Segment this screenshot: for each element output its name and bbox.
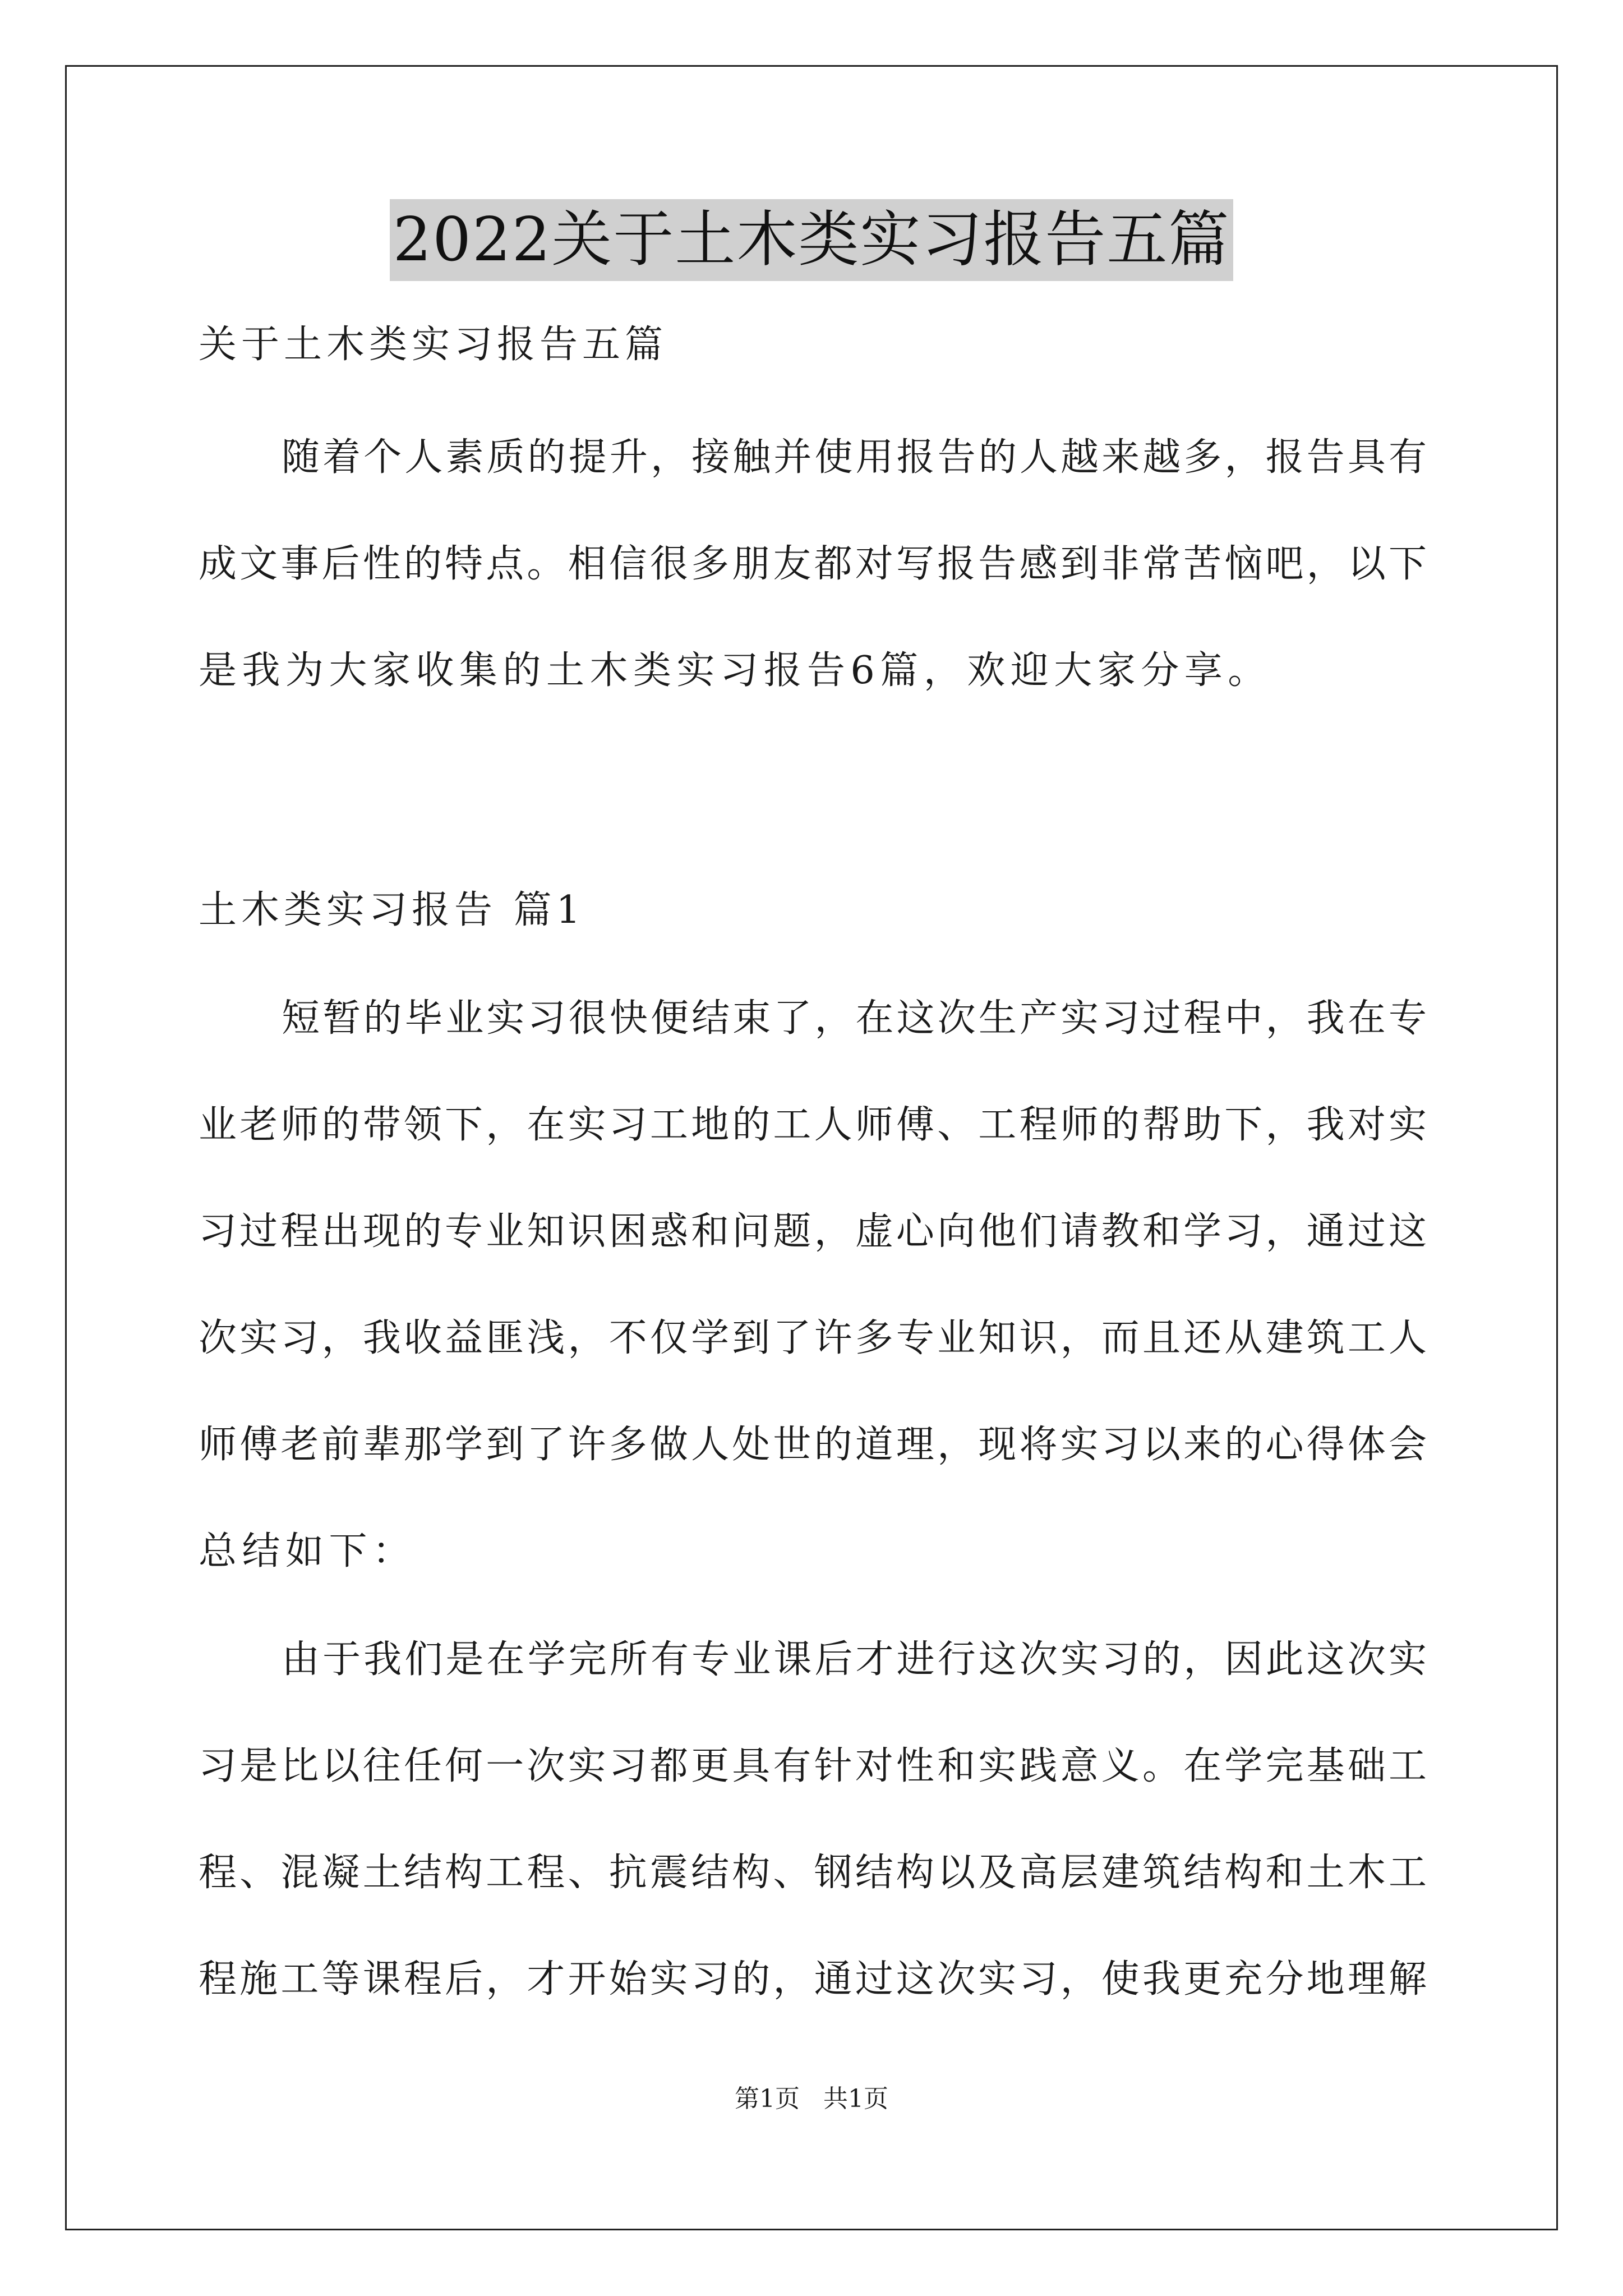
- section-heading: 土木类实习报告 篇1: [199, 888, 585, 932]
- paragraph-line: 短暂的毕业实习很快便结束了，在这次生产实习过程中，我在专: [282, 996, 1427, 1041]
- document-subtitle: 关于土木类实习报告五篇: [199, 323, 668, 367]
- page-footer: 第1页 共1页: [735, 2085, 888, 2113]
- paragraph-line: 师傅老前辈那学到了许多做人处世的道理，现将实习以来的心得体会: [199, 1423, 1427, 1467]
- paragraph-line: 次实习，我收益匪浅，不仅学到了许多专业知识，而且还从建筑工人: [199, 1316, 1427, 1360]
- title-block: [0, 199, 1623, 281]
- intro-line: 是我为大家收集的土木类实习报告6篇，欢迎大家分享。: [199, 648, 1271, 693]
- paragraph-line: 习是比以往任何一次实习都更具有针对性和实践意义。在学完基础工: [199, 1744, 1427, 1788]
- intro-line: 随着个人素质的提升，接触并使用报告的人越来越多，报告具有: [282, 435, 1427, 480]
- paragraph-line: 总结如下：: [199, 1529, 416, 1573]
- document-title: 2022关于土木类实习报告五篇: [390, 199, 1234, 281]
- paragraph-line: 由于我们是在学完所有专业课后才进行这次实习的，因此这次实: [282, 1637, 1427, 1682]
- paragraph-line: 业老师的带领下，在实习工地的工人师傅、工程师的帮助下，我对实: [199, 1103, 1427, 1147]
- paragraph-line: 程、混凝土结构工程、抗震结构、钢结构以及高层建筑结构和土木工: [199, 1851, 1427, 1895]
- paragraph-line: 习过程出现的专业知识困惑和问题，虚心向他们请教和学习，通过这: [199, 1209, 1427, 1254]
- intro-line: 成文事后性的特点。相信很多朋友都对写报告感到非常苦恼吧，以下: [199, 542, 1427, 586]
- paragraph-line: 程施工等课程后，才开始实习的，通过这次实习，使我更充分地理解: [199, 1957, 1427, 2001]
